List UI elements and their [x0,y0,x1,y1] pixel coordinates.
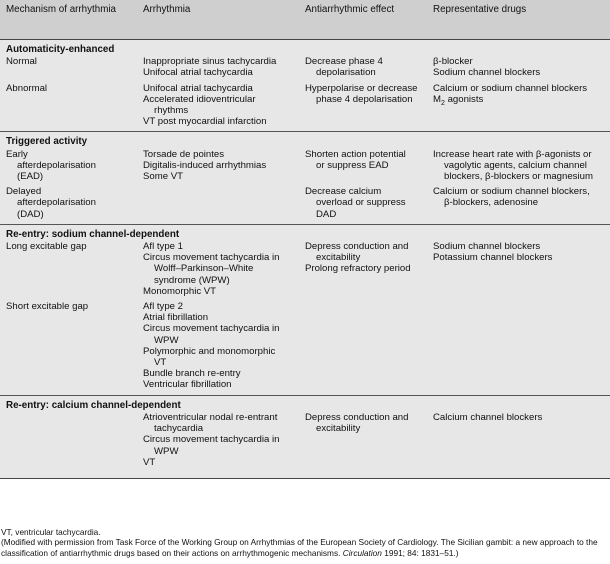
cell-line: tachycardia [154,423,204,435]
cell-line: Decrease phase 4 [305,56,383,68]
cell-line: Digitalis-induced arrhythmias [143,159,267,171]
section-title: Re-entry: sodium channel-dependent [0,224,610,241]
effect-cell [299,186,427,220]
drugs-cell [427,301,610,391]
source-citation: 1991; 84: 1831–51.) [381,547,459,558]
cell-line: Circus movement tachycardia in [143,252,280,264]
arrhythmia-cell [137,412,299,468]
source-text: (Modified with permission from Task Force of the Working Group on Arrhythmias of the European Society of Cardiology. The Sicilian gambit: a new approach to the classification of antiarrhythmic drugs based on their actions on arrhythmogenic mechanisms. [1,537,598,558]
table-row [0,149,610,183]
cell-line: Calcium channel blockers [433,411,543,423]
cell-line: WPW [154,334,179,346]
arrhythmia-cell [137,56,299,78]
table-body [0,40,610,479]
cell-line: blockers, β-blockers or magnesium [444,171,593,183]
header-drugs: Representative drugs [427,0,610,40]
cell-line: Unifocal atrial tachycardia [143,82,253,94]
drugs-cell [427,412,610,468]
cell-line: $M_2$ agonists [433,93,484,107]
cell-line: Atrioventricular nodal re-entrant [143,411,278,423]
cell-line: VT post myocardial infarction [143,116,267,128]
effect-cell [299,56,427,78]
section-title: Triggered activity [0,132,610,149]
cell-line: Ventricular fibrillation [143,379,232,391]
effect-cell [299,412,427,468]
cell-line: Abnormal [6,82,48,94]
effect-cell [299,301,427,391]
cell-line: Increase heart rate with β-agonists or [433,148,592,160]
table-row [0,241,610,297]
cell-line: VT [143,456,156,468]
cell-line: Depress conduction and [305,411,409,423]
mechanism-cell [0,186,137,220]
cell-line: Torsade de pointes [143,148,225,160]
cell-line: Atrial fibrillation [143,312,209,324]
cell-line: Sodium channel blockers [433,67,541,79]
cell-line: afterdepolarisation [17,197,96,209]
cell-line: vagolytic agents, calcium channel [444,159,587,171]
cell-line: Inappropriate sinus tachycardia [143,56,277,68]
cell-line: Afl type 2 [143,301,183,313]
cell-line: or suppress EAD [316,159,389,171]
table-row [0,186,610,220]
drugs-cell [427,56,610,78]
cell-line: Some VT [143,171,183,183]
cell-line: Potassium channel blockers [433,252,553,264]
cell-line: Calcium or sodium channel blockers [433,82,588,94]
cell-line: syndrome (WPW) [154,274,230,286]
table-row [0,83,610,128]
section-header-row [0,132,610,149]
mechanism-cell [0,56,137,78]
cell-line: (DAD) [17,208,44,220]
drugs-cell [427,241,610,297]
cell-line: Polymorphic and monomorphic [143,345,276,357]
cell-line: VT [154,357,167,369]
journal-name: Circulation [342,547,382,558]
arrhythmia-cell [137,241,299,297]
arrhythmia-cell [137,186,299,220]
cell-line: Afl type 1 [143,241,183,253]
cell-line: rhythms [154,105,189,117]
table-row [0,301,610,391]
cell-line: Depress conduction and [305,241,409,253]
cell-line: Decrease calcium [305,186,382,198]
cell-line: Delayed [6,186,42,198]
mechanism-cell [0,301,137,391]
cell-line: Unifocal atrial tachycardia [143,67,253,79]
cell-line: excitability [316,423,361,435]
table-header-row [0,0,610,40]
cell-line: Circus movement tachycardia in [143,323,280,335]
footnotes [0,527,607,558]
cell-line: excitability [316,252,361,264]
cell-line: Hyperpolarise or decrease [305,82,418,94]
cell-line: (EAD) [17,171,44,183]
mechanism-cell [0,241,137,297]
cell-line: Prolong refractory period [305,263,411,275]
section-header-row [0,40,610,57]
abbreviation-note: VT, ventricular tachycardia. [1,527,101,537]
cell-line: depolarisation [316,67,376,79]
cell-line: Early [6,148,28,160]
mechanism-cell [0,412,137,468]
cell-line: Bundle branch re-entry [143,368,241,380]
effect-cell [299,241,427,297]
effect-cell [299,149,427,183]
table-row [0,412,610,468]
arrhythmia-cell [137,83,299,128]
cell-line: Wolff–Parkinson–White [154,263,254,275]
cell-line: Monomorphic VT [143,285,217,297]
cell-line: Short excitable gap [6,301,89,313]
cell-line: Calcium or sodium channel blockers, [433,186,590,198]
cell-line: overload or suppress [316,197,406,209]
source-note [1,537,607,558]
mechanism-cell [0,149,137,183]
cell-line: Accelerated idioventricular [143,93,256,105]
cell-line: Sodium channel blockers [433,241,541,253]
cell-line: DAD [316,208,337,220]
cell-line: WPW [154,445,179,457]
cell-line: afterdepolarisation [17,159,96,171]
drugs-cell [427,83,610,128]
cell-line: Normal [6,56,37,68]
cell-line: phase 4 depolarisation [316,93,413,105]
header-effect: Antiarrhythmic effect [299,0,427,40]
table-bottom-rule [0,472,610,479]
drugs-cell [427,149,610,183]
cell-line: Shorten action potential [305,148,406,160]
drugs-cell [427,186,610,220]
effect-cell [299,83,427,128]
cell-line: β-blocker [433,56,473,68]
section-header-row [0,224,610,241]
mechanism-cell [0,83,137,128]
cell-line: β-blockers, adenosine [444,197,539,209]
table-row [0,56,610,78]
header-arrhythmia: Arrhythmia [137,0,299,40]
cell-line: Circus movement tachycardia in [143,434,280,446]
header-mechanism: Mechanism of arrhythmia [0,0,137,40]
arrhythmia-cell [137,149,299,183]
section-title: Automaticity-enhanced [0,40,610,57]
section-title: Re-entry: calcium channel-dependent [0,395,610,412]
arrhythmia-cell [137,301,299,391]
section-header-row [0,395,610,412]
cell-line: Long excitable gap [6,241,87,253]
